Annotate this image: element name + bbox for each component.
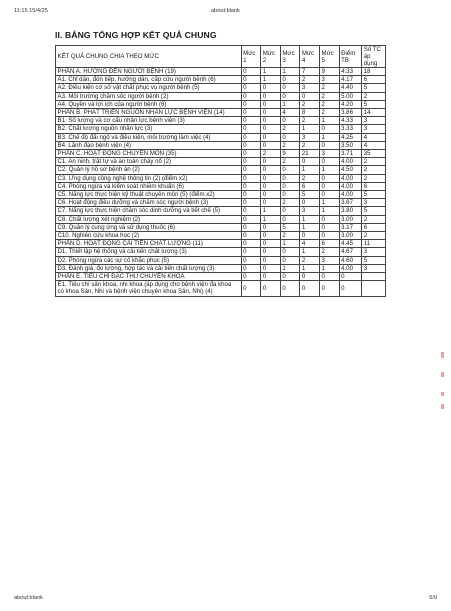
table-cell: 1 [280,100,300,108]
table-cell: 11 [362,240,386,248]
table-cell: 0 [241,264,261,272]
table-cell: 1 [261,68,281,76]
table-cell: 2 [362,92,386,100]
table-cell: 0 [339,281,362,296]
table-cell: 0 [261,264,281,272]
table-cell: 3.80 [339,207,362,215]
table-cell: 0 [261,182,281,190]
table-body [56,68,386,297]
criteria-label: C4. Phòng ngừa và kiểm soát nhiễm khuẩn (6) [56,182,242,190]
criteria-label: B4. Lãnh đạo bệnh viện (4) [56,141,242,149]
table-cell: 18 [362,68,386,76]
table-cell: 0 [280,273,300,281]
table-cell: 3 [320,256,340,264]
table-cell: 5 [362,191,386,199]
table-cell: 6 [320,240,340,248]
table-cell: 0 [280,174,300,182]
table-cell: 4.50 [339,166,362,174]
criteria-label: PHẦN E. TIÊU CHÍ ĐẶC THÙ CHUYÊN KHOA [56,273,242,281]
table-cell: 1 [320,133,340,141]
table-cell: 2 [362,215,386,223]
table-cell: 1 [300,215,320,223]
table-cell: 0 [320,158,340,166]
table-cell: 1 [280,264,300,272]
criteria-label: A4. Quyền và lợi ích của người bệnh (6) [56,100,242,108]
table-cell: 4.45 [339,240,362,248]
table-cell: 0 [261,199,281,207]
table-cell: 0 [300,273,320,281]
table-cell: 2 [300,117,320,125]
table-cell: 4.33 [339,68,362,76]
table-cell: 0 [241,68,261,76]
table-cell: 0 [241,125,261,133]
criteria-label: C1. An ninh, trật tự và an toàn cháy nổ (2) [56,158,242,166]
table-row [56,223,386,231]
table-cell: 3 [362,125,386,133]
table-cell: 2 [280,158,300,166]
table-cell: 0 [280,207,300,215]
table-cell: 0 [261,158,281,166]
table-cell: 0 [241,150,261,158]
table-cell: 0 [320,174,340,182]
table-cell: 0 [300,158,320,166]
table-cell: 5.00 [339,92,362,100]
table-cell: 0 [339,273,362,281]
criteria-label: PHẦN D. HOẠT ĐỘNG CẢI TIẾN CHẤT LƯỢNG (11) [56,240,242,248]
table-row [56,92,386,100]
table-cell: 1 [320,264,340,272]
table-cell: 4 [362,133,386,141]
margin-mark [441,392,444,396]
table-cell: 6 [362,182,386,190]
table-cell: 3 [362,199,386,207]
table-row [56,150,386,158]
table-cell: 1 [280,68,300,76]
table-cell: 0 [241,84,261,92]
table-cell: 3.71 [339,150,362,158]
table-cell: 3.50 [339,141,362,149]
table-cell: 0 [280,248,300,256]
table-cell: 1 [300,166,320,174]
table-row [56,191,386,199]
table-cell: 3.00 [339,215,362,223]
table-cell: 0 [320,125,340,133]
table-row [56,182,386,190]
table-cell: 0 [320,273,340,281]
table-cell: 0 [241,141,261,149]
table-cell: 1 [300,125,320,133]
table-cell: 3 [362,248,386,256]
column-header: Mức 4 [300,46,320,68]
table-cell: 3.17 [339,223,362,231]
table-cell: 1 [320,199,340,207]
table-row [56,207,386,215]
column-header: Mức 3 [280,46,300,68]
table-cell: 0 [261,117,281,125]
table-cell: 4.33 [339,117,362,125]
table-cell: 0 [261,141,281,149]
table-cell: 1 [320,166,340,174]
table-cell: 5 [362,207,386,215]
table-cell: 0 [300,281,320,296]
table-cell: 0 [261,232,281,240]
table-row [56,281,386,296]
table-cell: 14 [362,109,386,117]
table-cell: 3 [300,207,320,215]
table-cell: 2 [362,166,386,174]
table-cell: 1 [280,240,300,248]
table-cell: 35 [362,150,386,158]
table-cell: 0 [241,256,261,264]
table-row [56,248,386,256]
table-cell: 3 [320,150,340,158]
table-cell: 3 [362,264,386,272]
table-cell: 0 [241,133,261,141]
table-row [56,174,386,182]
criteria-label: B1. Số lượng và cơ cấu nhân lực bệnh viện (3) [56,117,242,125]
table-row [56,141,386,149]
criteria-label: PHẦN B. PHÁT TRIỂN NGUỒN NHÂN LỰC BỆNH VIỆN (14) [56,109,242,117]
table-cell: 2 [362,174,386,182]
table-cell: 6 [300,182,320,190]
table-cell: 0 [261,223,281,231]
criteria-label: C2. Quản lý hồ sơ bệnh án (2) [56,166,242,174]
table-cell: 9 [280,150,300,158]
table-row [56,76,386,84]
table-cell: 4.25 [339,133,362,141]
criteria-label: A2. Điều kiện cơ sở vật chất phục vụ người bệnh (5) [56,84,242,92]
table-cell: 2 [280,232,300,240]
table-cell: 4 [280,109,300,117]
table-cell: 0 [320,191,340,199]
criteria-label: D3. Đánh giá, đo lường, hợp tác và cải tiến chất lượng (3) [56,264,242,272]
table-cell: 0 [261,109,281,117]
table-row [56,100,386,108]
table-cell: 0 [241,109,261,117]
table-cell: 0 [261,84,281,92]
table-cell: 0 [261,92,281,100]
table-cell: 0 [261,166,281,174]
table-cell: 8 [300,109,320,117]
table-cell: 3 [320,76,340,84]
table-cell: 3 [300,133,320,141]
table-cell: 0 [261,240,281,248]
criteria-label: C7. Năng lực thực hiện chăm sóc dinh dưỡng và tiết chế (5) [56,207,242,215]
table-cell: 7 [300,68,320,76]
browser-print-footer [14,595,437,601]
table-row [56,264,386,272]
table-cell: 2 [300,256,320,264]
table-cell: 0 [261,125,281,133]
print-page-url: about:blank [211,8,240,14]
criteria-label: A1. Chỉ dẫn, đón tiếp, hướng dẫn, cấp cứu người bệnh (6) [56,76,242,84]
table-cell: 5 [362,100,386,108]
table-cell: 0 [241,232,261,240]
table-row [56,158,386,166]
table-cell: 0 [241,215,261,223]
column-header: Mức 2 [261,46,281,68]
table-cell: 6 [362,76,386,84]
table-cell: 4.20 [339,100,362,108]
criteria-label: C10. Nghiên cứu khoa học (2) [56,232,242,240]
table-cell: 0 [241,174,261,182]
table-cell: 0 [300,92,320,100]
table-cell: 3 [300,84,320,92]
table-cell: 0 [320,182,340,190]
table-cell: 1 [300,264,320,272]
table-cell: 2 [362,158,386,166]
margin-mark [441,352,444,358]
footer-url: about:blank [14,595,43,601]
table-cell: 0 [280,281,300,296]
criteria-label: C5. Năng lực thực hiện kỹ thuật chuyên môn (5) (điểm x2) [56,191,242,199]
table-cell [362,273,386,281]
column-header: Mức 5 [320,46,340,68]
table-cell: 2 [320,100,340,108]
table-cell: 5 [280,223,300,231]
table-cell: 5 [300,191,320,199]
table-cell: 2 [320,84,340,92]
criteria-label: C8. Chất lượng xét nghiệm (2) [56,215,242,223]
table-cell: 3.00 [339,232,362,240]
criteria-label: C3. Ứng dụng công nghệ thông tin (2) (điểm x2) [56,174,242,182]
table-cell: 1 [320,117,340,125]
table-cell: 4 [300,240,320,248]
table-header-row [56,46,386,68]
table-cell: 0 [300,232,320,240]
table-cell: 0 [241,166,261,174]
table-cell: 4 [362,141,386,149]
criteria-label: B2. Chất lượng nguồn nhân lực (3) [56,125,242,133]
table-cell: 9 [320,68,340,76]
column-header: Số TC áp dụng [362,46,386,68]
criteria-label: A3. Môi trường chăm sóc người bệnh (2) [56,92,242,100]
table-row [56,166,386,174]
table-cell: 0 [241,182,261,190]
table-cell: 2 [320,248,340,256]
print-timestamp: 11:15 15/4/25 [14,8,48,14]
table-cell: 0 [261,100,281,108]
table-cell: 0 [241,281,261,296]
table-cell: 0 [241,76,261,84]
table-cell: 0 [261,273,281,281]
table-cell: 6 [362,223,386,231]
criteria-label: C9. Quản lý cung ứng và sử dụng thuốc (6) [56,223,242,231]
table-cell: 0 [261,248,281,256]
table-cell: 5 [362,256,386,264]
table-cell: 0 [241,92,261,100]
margin-mark [441,404,444,409]
table-row [56,273,386,281]
table-cell: 0 [241,223,261,231]
table-cell: 2 [300,100,320,108]
table-cell: 1 [261,215,281,223]
table-cell [362,281,386,296]
table-cell: 4.00 [339,158,362,166]
table-cell: 21 [300,150,320,158]
table-cell: 0 [241,240,261,248]
table-row [56,232,386,240]
table-cell: 2 [362,232,386,240]
table-cell: 0 [280,117,300,125]
table-cell: 2 [300,174,320,182]
table-cell: 0 [280,191,300,199]
table-row [56,84,386,92]
table-cell: 2 [261,150,281,158]
table-cell: 0 [241,199,261,207]
table-cell: 1 [300,248,320,256]
table-cell: 3 [362,117,386,125]
criteria-label: D1. Thiết lập hệ thống và cải tiến chất lượng (3) [56,248,242,256]
table-cell: 2 [320,109,340,117]
table-row [56,256,386,264]
table-row [56,68,386,76]
table-cell: 0 [320,215,340,223]
page-number: 6/9 [429,595,437,601]
table-cell: 2 [300,141,320,149]
table-row [56,109,386,117]
table-cell: 0 [241,158,261,166]
table-cell: 0 [280,215,300,223]
table-cell: 0 [280,166,300,174]
table-cell: 5 [362,84,386,92]
table-cell: 4.00 [339,182,362,190]
table-cell: 0 [241,248,261,256]
table-cell: 2 [280,199,300,207]
table-cell: 0 [320,223,340,231]
column-header: Mức 1 [241,46,261,68]
table-cell: 4.60 [339,256,362,264]
table-cell: 0 [280,92,300,100]
table-cell: 0 [320,141,340,149]
table-cell: 4.00 [339,174,362,182]
table-row [56,133,386,141]
table-cell: 0 [300,199,320,207]
table-row [56,125,386,133]
table-row [56,240,386,248]
table-cell: 3.33 [339,125,362,133]
criteria-label: PHẦN A. HƯỚNG ĐẾN NGƯỜI BỆNH (19) [56,68,242,76]
table-cell: 4.67 [339,248,362,256]
table-cell: 1 [320,207,340,215]
table-cell: 0 [261,191,281,199]
table-cell: 0 [261,174,281,182]
table-cell: 0 [280,182,300,190]
table-cell: 0 [320,232,340,240]
table-cell: 0 [261,133,281,141]
table-cell: 1 [261,76,281,84]
table-row [56,117,386,125]
table-row [56,199,386,207]
table-cell: 0 [241,191,261,199]
criteria-label: PHẦN C. HOẠT ĐỘNG CHUYÊN MÔN (35) [56,150,242,158]
table-cell: 1 [261,207,281,215]
table-cell: 0 [241,273,261,281]
table-cell: 0 [320,281,340,296]
table-cell: 0 [280,76,300,84]
table-cell: 2 [280,141,300,149]
table-cell: 2 [280,125,300,133]
table-cell: 0 [241,100,261,108]
criteria-label: E1. Tiêu chí sản khoa, nhi khoa (áp dụng cho bệnh viện đa khoa có khoa Sản, Nhi và bệnh viện chuyên khoa Sản, Nhi) (4) [56,281,242,296]
table-cell: 2 [300,76,320,84]
criteria-label: C6. Hoạt động điều dưỡng và chăm sóc người bệnh (3) [56,199,242,207]
margin-mark [441,372,444,377]
table-cell: 0 [241,207,261,215]
table-cell: 0 [261,256,281,264]
table-cell: 2 [320,92,340,100]
section-title: II. BẢNG TỔNG HỢP KẾT QUẢ CHUNG [55,30,217,40]
table-cell: 0 [280,256,300,264]
summary-table [55,45,386,297]
table-cell: 0 [280,133,300,141]
criteria-label: B3. Chế độ đãi ngộ và điều kiện, môi trường làm việc (4) [56,133,242,141]
column-header: Điểm TB [339,46,362,68]
table-cell: 4.00 [339,191,362,199]
table-cell: 1 [300,223,320,231]
table-cell: 0 [261,281,281,296]
table-cell: 4.17 [339,76,362,84]
column-header: KẾT QUẢ CHUNG CHIA THEO MỨC [56,46,242,68]
table-cell: 0 [280,84,300,92]
criteria-label: D2. Phòng ngừa các sự cố khắc phục (5) [56,256,242,264]
table-cell: 3.86 [339,109,362,117]
table-cell: 4.40 [339,84,362,92]
table-cell: 0 [241,117,261,125]
table-cell: 4.00 [339,264,362,272]
table-cell: 3.67 [339,199,362,207]
table-row [56,215,386,223]
